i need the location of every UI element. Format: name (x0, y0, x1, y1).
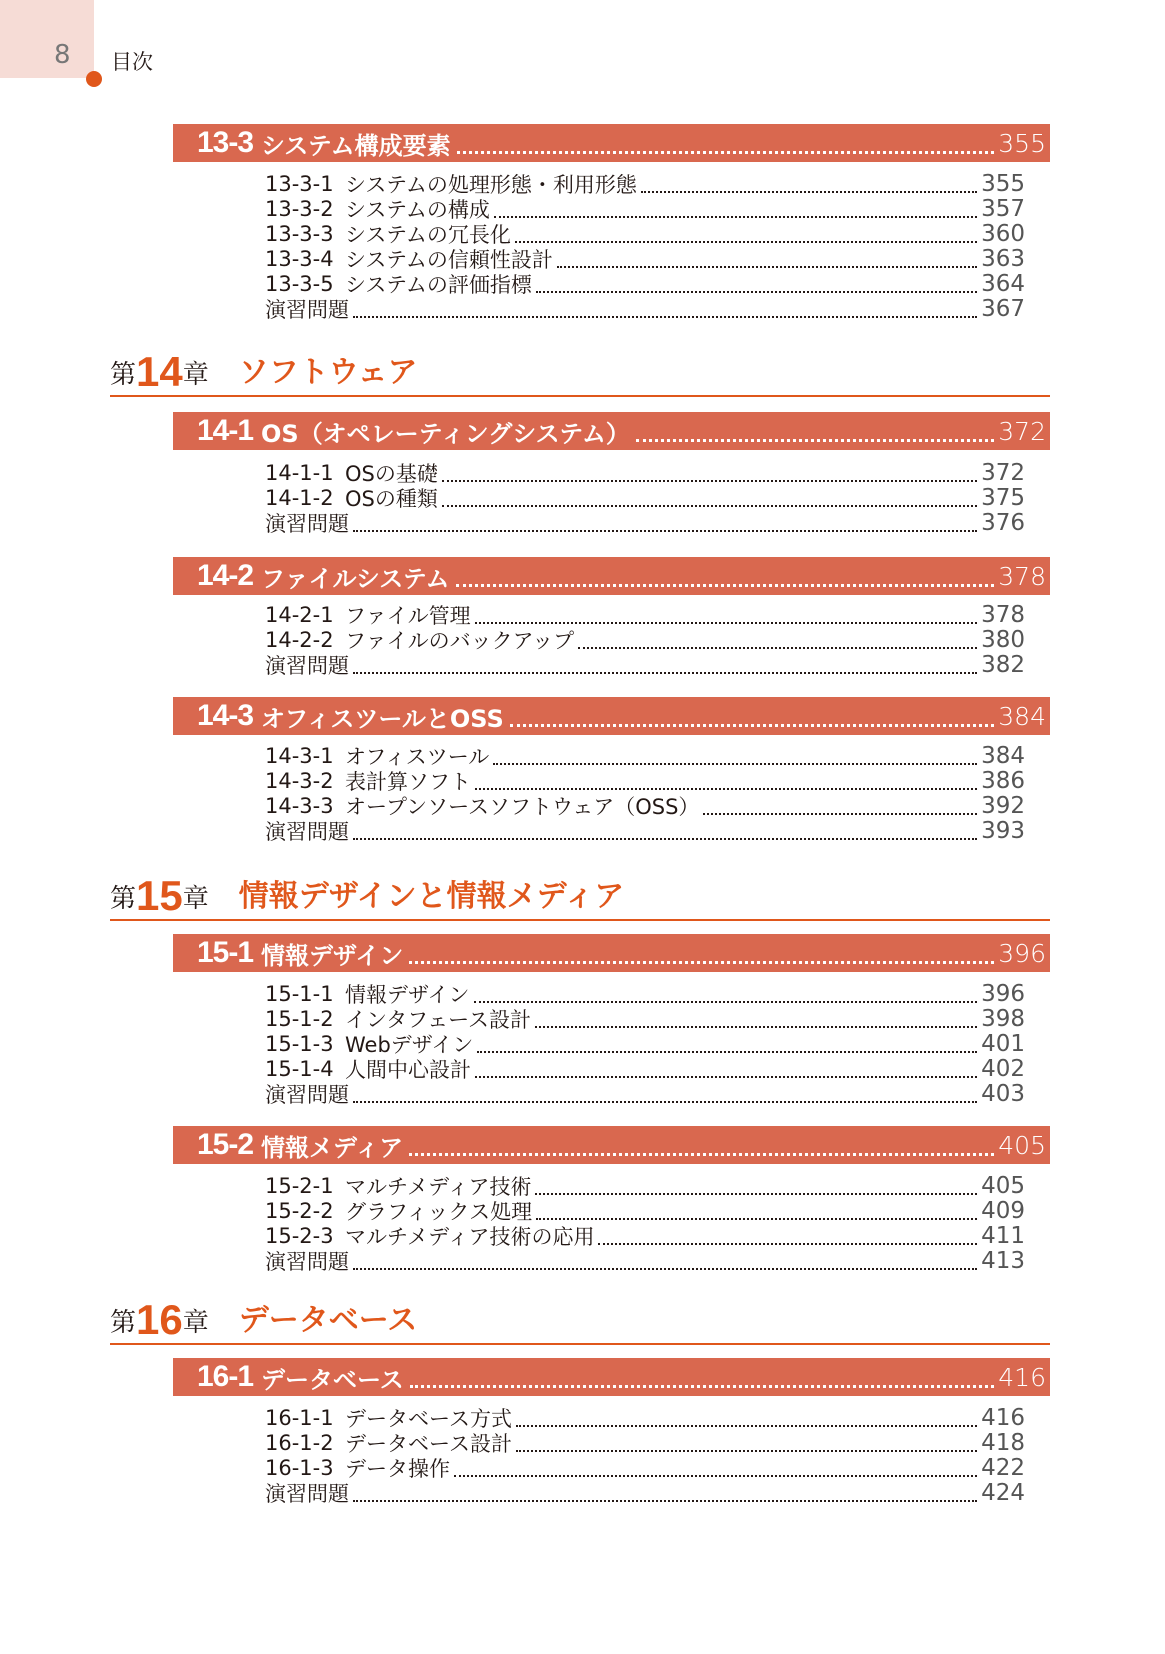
chapter-heading (110, 1291, 1050, 1345)
dot-leader (535, 1193, 977, 1195)
header-title: 目次 (111, 50, 153, 74)
entry-page: 418 (981, 1430, 1025, 1456)
entry-page: 384 (981, 743, 1025, 769)
dot-leader (636, 439, 994, 442)
chapter-number: 16 (136, 1296, 183, 1343)
entry-page: 413 (981, 1248, 1025, 1274)
entry-page: 375 (981, 485, 1025, 511)
section-number: 13-3 (197, 126, 254, 159)
toc-entry[interactable] (265, 1056, 1025, 1082)
entry-number: 13-3-2 (265, 197, 334, 221)
chapter-prefix: 第 (110, 884, 137, 914)
entry-number: 14-1-2 (265, 486, 334, 510)
entry-title: データベース設計 (345, 1432, 512, 1456)
entry-page: 393 (981, 818, 1025, 844)
entry-title: インタフェース設計 (345, 1008, 532, 1032)
toc-entry[interactable] (265, 1480, 1025, 1506)
entry-title: グラフィックス処理 (345, 1200, 533, 1224)
dot-leader (703, 813, 977, 815)
entry-page: 364 (981, 271, 1025, 297)
dot-leader (515, 241, 977, 243)
dot-leader (578, 647, 977, 649)
section-title: 情報デザイン (261, 941, 404, 970)
dot-leader (510, 724, 995, 727)
entry-number: 13-3-4 (265, 247, 334, 271)
dot-leader (536, 1218, 977, 1220)
entry-page: 372 (981, 460, 1025, 486)
entry-title: オープンソースソフトウェア（OSS） (345, 795, 700, 819)
entry-page: 422 (981, 1455, 1025, 1481)
dot-leader (475, 1076, 977, 1078)
section-page: 405 (998, 1130, 1046, 1160)
entry-number: 15-2-1 (265, 1174, 334, 1198)
section-page: 384 (998, 701, 1046, 731)
entry-number: 14-3-2 (265, 769, 334, 793)
dot-leader (536, 291, 977, 293)
entry-page: 424 (981, 1480, 1025, 1506)
chapter-number: 14 (136, 348, 183, 395)
chapter-number: 15 (136, 872, 183, 919)
entry-title: 情報デザイン (345, 983, 470, 1007)
section-title: OS（オペレーティングシステム） (261, 419, 630, 448)
entry-title: ファイル管理 (345, 604, 471, 628)
entry-page: 367 (981, 296, 1025, 322)
section-title: システム構成要素 (261, 131, 451, 160)
toc-entry[interactable] (265, 1455, 1025, 1481)
dot-leader (494, 216, 977, 218)
entry-title: オフィスツール (345, 745, 490, 769)
entry-title: 演習問題 (265, 1083, 349, 1107)
entry-page: 386 (981, 768, 1025, 794)
entry-number: 13-3-5 (265, 272, 334, 296)
dot-leader (442, 480, 977, 482)
entry-number: 16-1-1 (265, 1406, 334, 1430)
entry-number: 15-2-2 (265, 1199, 334, 1223)
entry-title: 表計算ソフト (345, 770, 471, 794)
chapter-suffix: 章 (182, 360, 209, 390)
toc-entry[interactable] (265, 818, 1025, 844)
entry-title: ファイルのバックアップ (345, 629, 575, 653)
entry-number: 14-2-1 (265, 603, 334, 627)
entry-page: 355 (981, 171, 1025, 197)
entry-number: 15-1-1 (265, 982, 334, 1006)
entry-page: 398 (981, 1006, 1025, 1032)
chapter-title: データベース (238, 1303, 418, 1338)
entry-page: 409 (981, 1198, 1025, 1224)
entry-number: 15-2-3 (265, 1224, 334, 1248)
toc-entry[interactable] (265, 510, 1025, 536)
dot-leader (409, 961, 994, 964)
chapter-prefix: 第 (110, 1308, 137, 1338)
chapter-title: ソフトウェア (238, 355, 418, 390)
entry-number: 13-3-1 (265, 172, 334, 196)
dot-leader (442, 505, 977, 507)
chapter-suffix: 章 (182, 884, 209, 914)
chapter-heading (110, 867, 1050, 921)
section-heading[interactable] (173, 557, 1050, 595)
dot-leader (598, 1243, 977, 1245)
entry-number: 14-3-1 (265, 744, 334, 768)
dot-leader (353, 672, 977, 674)
section-heading[interactable] (173, 1126, 1050, 1164)
dot-leader (516, 1450, 977, 1452)
entry-number: 13-3-3 (265, 222, 334, 246)
section-number: 15-1 (197, 936, 254, 969)
toc-entry[interactable] (265, 485, 1025, 511)
dot-leader (475, 788, 977, 790)
entry-number: 14-1-1 (265, 461, 334, 485)
toc-entry[interactable] (265, 1223, 1025, 1249)
dot-leader (641, 191, 977, 193)
dot-leader (516, 1425, 977, 1427)
entry-number: 16-1-2 (265, 1431, 334, 1455)
section-title: オフィスツールとOSS (261, 704, 504, 733)
section-page: 355 (998, 128, 1046, 158)
entry-title: システムの信頼性設計 (345, 248, 553, 272)
dot-leader (454, 1475, 977, 1477)
section-number: 14-2 (197, 559, 254, 592)
section-title: データベース (261, 1365, 404, 1394)
dot-leader (557, 266, 977, 268)
entry-title: OSの基礎 (345, 462, 438, 486)
entry-page: 380 (981, 627, 1025, 653)
dot-leader (353, 316, 977, 318)
entry-page: 396 (981, 981, 1025, 1007)
entry-page: 357 (981, 196, 1025, 222)
section-page: 372 (998, 416, 1046, 446)
dot-leader (477, 1051, 977, 1053)
dot-leader (353, 1268, 977, 1270)
entry-title: マルチメディア技術の応用 (345, 1225, 595, 1249)
entry-number: 15-1-4 (265, 1057, 334, 1081)
entry-title: Webデザイン (345, 1033, 474, 1057)
dot-leader (410, 1385, 994, 1388)
entry-number: 14-2-2 (265, 628, 334, 652)
entry-page: 360 (981, 221, 1025, 247)
entry-title: システムの処理形態・利用形態 (345, 173, 637, 197)
toc-entry[interactable] (265, 296, 1025, 322)
section-heading[interactable] (173, 1358, 1050, 1396)
entry-title: データベース方式 (345, 1407, 512, 1431)
entry-title: システムの冗長化 (345, 223, 511, 247)
entry-page: 382 (981, 652, 1025, 678)
section-title: ファイルシステム (261, 564, 450, 593)
toc-entry[interactable] (265, 793, 1025, 819)
entry-page: 405 (981, 1173, 1025, 1199)
section-heading[interactable] (173, 697, 1050, 735)
dot-leader (353, 1101, 977, 1103)
chapter-prefix: 第 (110, 360, 137, 390)
toc-entry[interactable] (265, 1248, 1025, 1274)
section-heading[interactable] (173, 934, 1050, 972)
entry-number: 14-3-3 (265, 794, 334, 818)
dot-leader (535, 1026, 977, 1028)
dot-leader (475, 622, 978, 624)
entry-page: 403 (981, 1081, 1025, 1107)
dot-leader (457, 151, 995, 154)
entry-page: 378 (981, 602, 1025, 628)
section-title: 情報メディア (261, 1133, 404, 1162)
page-number: 8 (54, 40, 71, 70)
dot-leader (353, 1500, 977, 1502)
entry-title: OSの種類 (345, 487, 438, 511)
entry-page: 392 (981, 793, 1025, 819)
chapter-title: 情報デザインと情報メディア (238, 879, 625, 914)
dot-leader (353, 838, 977, 840)
entry-title: 演習問題 (265, 298, 349, 322)
section-number: 14-3 (197, 699, 254, 732)
entry-number: 15-1-3 (265, 1032, 334, 1056)
entry-title: システムの評価指標 (345, 273, 532, 297)
entry-page: 411 (981, 1223, 1025, 1249)
entry-title: 演習問題 (265, 512, 349, 536)
section-page: 396 (998, 938, 1046, 968)
toc-entry[interactable] (265, 1081, 1025, 1107)
section-number: 14-1 (197, 414, 254, 447)
chapter-suffix: 章 (182, 1308, 209, 1338)
entry-page: 401 (981, 1031, 1025, 1057)
chapter-heading (110, 343, 1050, 397)
section-number: 15-2 (197, 1128, 254, 1161)
entry-page: 363 (981, 246, 1025, 272)
entry-title: データ操作 (345, 1457, 450, 1481)
toc-entry[interactable] (265, 627, 1025, 653)
entry-page: 376 (981, 510, 1025, 536)
dot-leader (493, 763, 977, 765)
entry-title: システムの構成 (345, 198, 490, 222)
section-heading[interactable] (173, 124, 1050, 162)
entry-title: 演習問題 (265, 654, 349, 678)
entry-number: 16-1-3 (265, 1456, 334, 1480)
entry-title: マルチメディア技術 (345, 1175, 532, 1199)
dot-leader (456, 584, 995, 587)
dot-leader (409, 1153, 994, 1156)
entry-title: 演習問題 (265, 1250, 349, 1274)
toc-entry[interactable] (265, 271, 1025, 297)
section-page: 378 (998, 561, 1046, 591)
entry-title: 演習問題 (265, 1482, 349, 1506)
entry-page: 416 (981, 1405, 1025, 1431)
entry-number: 15-1-2 (265, 1007, 334, 1031)
dot-leader (353, 530, 977, 532)
entry-page: 402 (981, 1056, 1025, 1082)
toc-entry[interactable] (265, 652, 1025, 678)
section-page: 416 (998, 1362, 1046, 1392)
section-heading[interactable] (173, 412, 1050, 450)
entry-title: 人間中心設計 (345, 1058, 471, 1082)
entry-title: 演習問題 (265, 820, 349, 844)
dot-leader (474, 1001, 978, 1003)
section-number: 16-1 (197, 1360, 254, 1393)
